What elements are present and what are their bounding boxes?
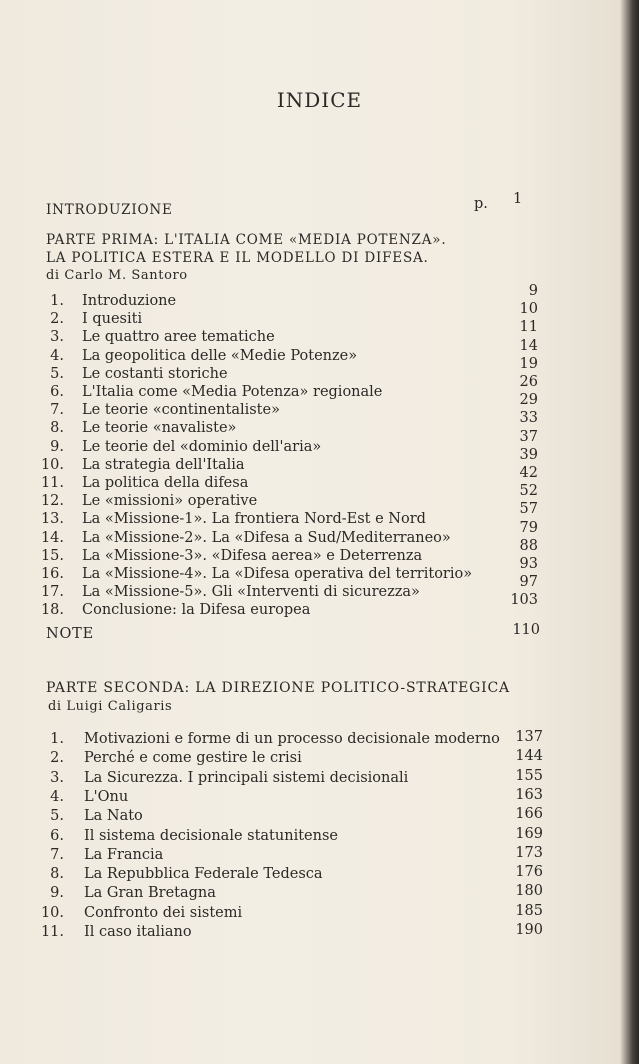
toc-entry-title: La «Missione-3». «Difesa aerea» e Deterrenza [82, 547, 423, 564]
toc-entry-number: 1. [50, 731, 64, 747]
toc-entry-number: 10. [40, 456, 64, 473]
toc-entry-title: La Sicurezza. I principali sistemi decisionali [84, 769, 409, 786]
toc-entry-number: 1. [50, 293, 64, 309]
toc-entry-title: Le costanti storiche [82, 365, 228, 382]
toc-entry-page: 88 [519, 537, 538, 554]
toc-entry-number: 14. [40, 529, 64, 546]
toc-entry-number: 9. [50, 438, 64, 455]
toc-entry-number: 3. [50, 329, 64, 346]
toc-entry-page: 176 [515, 864, 543, 881]
toc-entry-page: 103 [510, 592, 538, 609]
toc-entry-number: 8. [50, 420, 64, 437]
toc-entry-page: 93 [519, 556, 538, 572]
toc-entry-number: 4. [50, 788, 64, 805]
toc-entry-title: La Repubblica Federale Tedesca [84, 866, 323, 883]
toc-entry-number: 17. [40, 584, 64, 601]
toc-entry-page: 52 [519, 483, 538, 500]
toc-entry-page: 185 [515, 902, 543, 919]
toc-entry-title: La strategia dell'Italia [82, 456, 245, 473]
intro-label: INTRODUZIONE [46, 202, 173, 218]
toc-entry-number: 13. [40, 511, 64, 528]
toc-entry-page: 19 [519, 355, 538, 372]
toc-entry-number: 6. [50, 827, 64, 844]
toc-entry-title: Perché e come gestire le crisi [84, 750, 302, 767]
toc-entry-page: 169 [515, 825, 543, 842]
toc-entry-page: 173 [515, 844, 543, 861]
toc-entry-title: Le teorie «continentaliste» [82, 402, 280, 419]
toc-entry-number: 7. [50, 846, 64, 863]
toc-entry-page: 37 [519, 428, 538, 445]
toc-entry-title: I quesiti [82, 311, 143, 328]
toc-entry-page: 10 [519, 301, 538, 318]
toc-entry-title: La geopolitica delle «Medie Potenze» [82, 347, 358, 364]
toc-entry-title: La «Missione-5». Gli «Interventi di sicurezza» [82, 584, 420, 601]
toc-entry-page: 144 [515, 748, 543, 765]
toc-entry-page: 11 [519, 319, 538, 336]
note-label: NOTE [46, 626, 95, 642]
toc-entry-number: 11. [40, 475, 64, 491]
toc-entry-number: 5. [50, 365, 64, 382]
toc-entry-page: 190 [515, 922, 543, 938]
toc-entry-page: 163 [515, 786, 543, 803]
toc-entry-page: 57 [519, 501, 538, 518]
part1-heading-line2: LA POLITICA ESTERA E IL MODELLO DI DIFESA. [46, 250, 429, 266]
page-title: INDICE [276, 88, 363, 112]
toc-entry-number: 6. [50, 384, 64, 400]
toc-entry-title: Introduzione [82, 293, 177, 309]
toc-entry-number: 18. [40, 602, 64, 619]
toc-entry-page: 26 [519, 374, 538, 390]
toc-entry-page: 180 [515, 883, 543, 900]
toc-entry-page: 42 [519, 465, 538, 481]
toc-entry-title: Motivazioni e forme di un processo decisionale moderno [84, 731, 500, 747]
toc-entry-number: 15. [40, 547, 64, 564]
toc-entry-number: 3. [50, 769, 64, 786]
part1-author: di Carlo M. Santoro [46, 268, 188, 283]
toc-entry-number: 2. [50, 750, 64, 767]
toc-entry-title: Il sistema decisionale statunitense [84, 827, 338, 844]
toc-entry-title: Le teorie «navaliste» [82, 420, 237, 437]
toc-entry-page: 33 [519, 410, 538, 427]
toc-entry-title: La Francia [84, 846, 164, 863]
toc-entry-number: 7. [50, 402, 64, 419]
toc-entry-title: La «Missione-4». La «Difesa operativa del territorio» [82, 566, 473, 582]
toc-entry-title: La Gran Bretagna [84, 885, 216, 902]
toc-entry-number: 9. [50, 885, 64, 902]
toc-entry-page: 29 [519, 392, 538, 409]
toc-entry-page: 39 [519, 446, 538, 463]
toc-entry-title: Conclusione: la Difesa europea [82, 602, 311, 619]
toc-entry-title: Le «missioni» operative [82, 493, 258, 510]
part2-heading: PARTE SECONDA: LA DIREZIONE POLITICO-STRATEGICA [46, 680, 510, 696]
toc-entry-page: 155 [515, 767, 543, 784]
toc-entry-number: 12. [40, 493, 64, 510]
toc-entry-title: La «Missione-1». La frontiera Nord-Est e Nord [82, 511, 426, 528]
toc-entry-page: 79 [519, 519, 538, 536]
toc-entry-page: 166 [515, 806, 543, 823]
toc-entry-title: L'Onu [84, 788, 129, 805]
page-marker: p. [474, 196, 488, 212]
toc-entry-title: La Nato [84, 808, 143, 825]
toc-entry-title: L'Italia come «Media Potenza» regionale [82, 384, 383, 400]
toc-entry-number: 11. [40, 924, 64, 940]
toc-entry-title: Confronto dei sistemi [84, 904, 243, 921]
toc-entry-number: 4. [50, 347, 64, 364]
toc-entry-page: 97 [519, 574, 538, 591]
part2-author: di Luigi Caligaris [48, 699, 173, 714]
intro-page: 1 [513, 191, 523, 207]
toc-entry-title: Le teorie del «dominio dell'aria» [82, 438, 322, 455]
toc-entry-title: La «Missione-2». La «Difesa a Sud/Mediterraneo» [82, 529, 451, 546]
note-page: 110 [512, 622, 540, 638]
toc-entry-title: Le quattro aree tematiche [82, 329, 275, 346]
toc-entry-number: 8. [50, 866, 64, 883]
toc-entry-number: 5. [50, 808, 64, 825]
toc-entry-page: 9 [528, 283, 538, 299]
toc-entry-page: 14 [519, 337, 538, 354]
toc-entry-number: 2. [50, 311, 64, 328]
toc-entry-number: 16. [40, 566, 64, 582]
toc-entry-title: La politica della difesa [82, 475, 249, 491]
toc-entry-title: Il caso italiano [84, 924, 192, 940]
part1-heading-line1: PARTE PRIMA: L'ITALIA COME «MEDIA POTENZA». [46, 232, 447, 248]
toc-entry-page: 137 [515, 729, 543, 745]
toc-entry-number: 10. [40, 904, 64, 921]
